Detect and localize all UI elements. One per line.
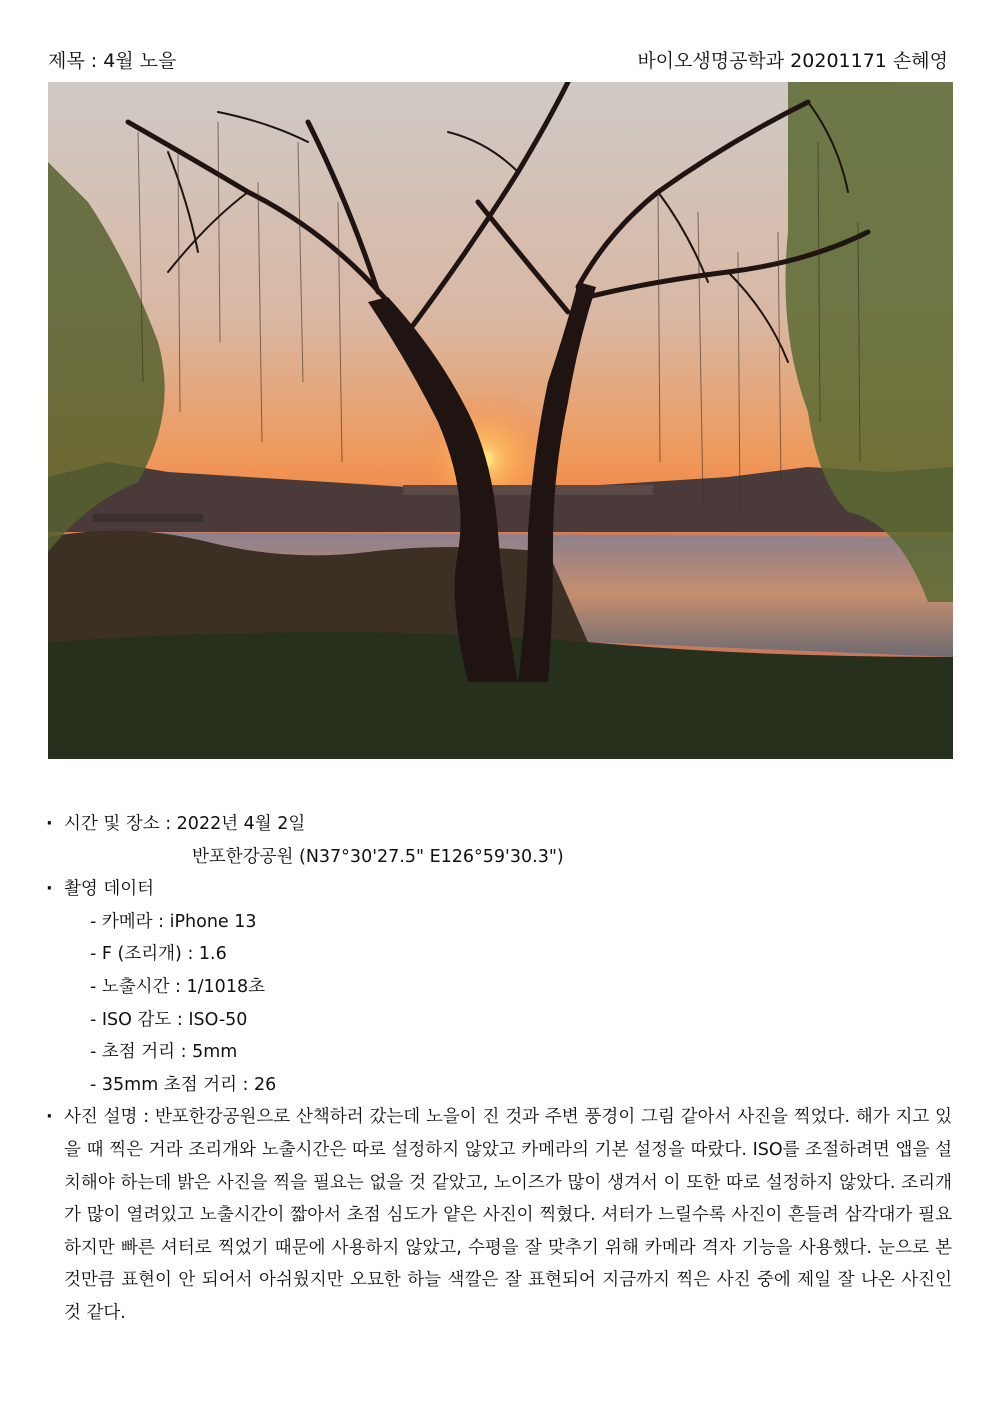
location-line: 반포한강공원 (N37°30'27.5" E126°59'30.3") [192, 846, 564, 867]
photo-description: · 사진 설명 : 반포한강공원으로 산책하러 갔는데 노을이 진 것과 주변 풍경이 그림 같아서 사진을 찍었다. 해가 지고 있을 때 찍은 거라 조리개와 노출시간은 따로 설정하지 않았고 카메라의 기본 설정을 따랐다. ISO를 조절하려면 앱을 설치해야 하는데 밝은 사진을 찍을 필요는 없을 것 같았고, 노이즈가 많이 생겨서 이 또한 따로 설정하지 않았다. 조리개가 많이 열려있고 노출시간이 짧아서 초점 심도가 얕은 사진이 찍혔다. 셔터가 느릴수록 사진이 흔들려 삼각대가 필요하지만 빠른 셔터로 찍었기 때문에 사용하지 않았고, 수평을 잘 맞추기 위해 카메라 격자 기능을 사용했다. 눈으로 본 것만큼 표현이 안 되어서 아쉬웠지만 오묘한 하늘 색깔은 잘 표현되어 지금까지 찍은 사진 중에 제일 잘 나온 사진인 것 같다. [42, 1101, 962, 1329]
sunset-photo [48, 82, 953, 759]
photo-info [42, 808, 962, 1330]
author-info: 바이오생명공학과 20201171 손혜영 [637, 49, 948, 72]
sunset-photo-illustration [48, 82, 953, 759]
document-title: 제목 : 4월 노을 [48, 49, 177, 72]
aperture-line: - F (조리개) : 1.6 [90, 944, 227, 965]
focal-35mm-line: - 35mm 초점 거리 : 26 [90, 1074, 277, 1095]
exposure-line: - 노출시간 : 1/1018초 [90, 976, 265, 997]
focal-length-line: - 초점 거리 : 5mm [90, 1042, 238, 1063]
shooting-data-heading: · 촬영 데이터 [42, 873, 962, 906]
camera-line: - 카메라 : iPhone 13 [90, 911, 257, 932]
time-place-line: · 시간 및 장소 : 2022년 4월 2일 [42, 808, 962, 841]
iso-line: - ISO 감도 : ISO-50 [90, 1009, 248, 1030]
page-header [48, 44, 948, 74]
